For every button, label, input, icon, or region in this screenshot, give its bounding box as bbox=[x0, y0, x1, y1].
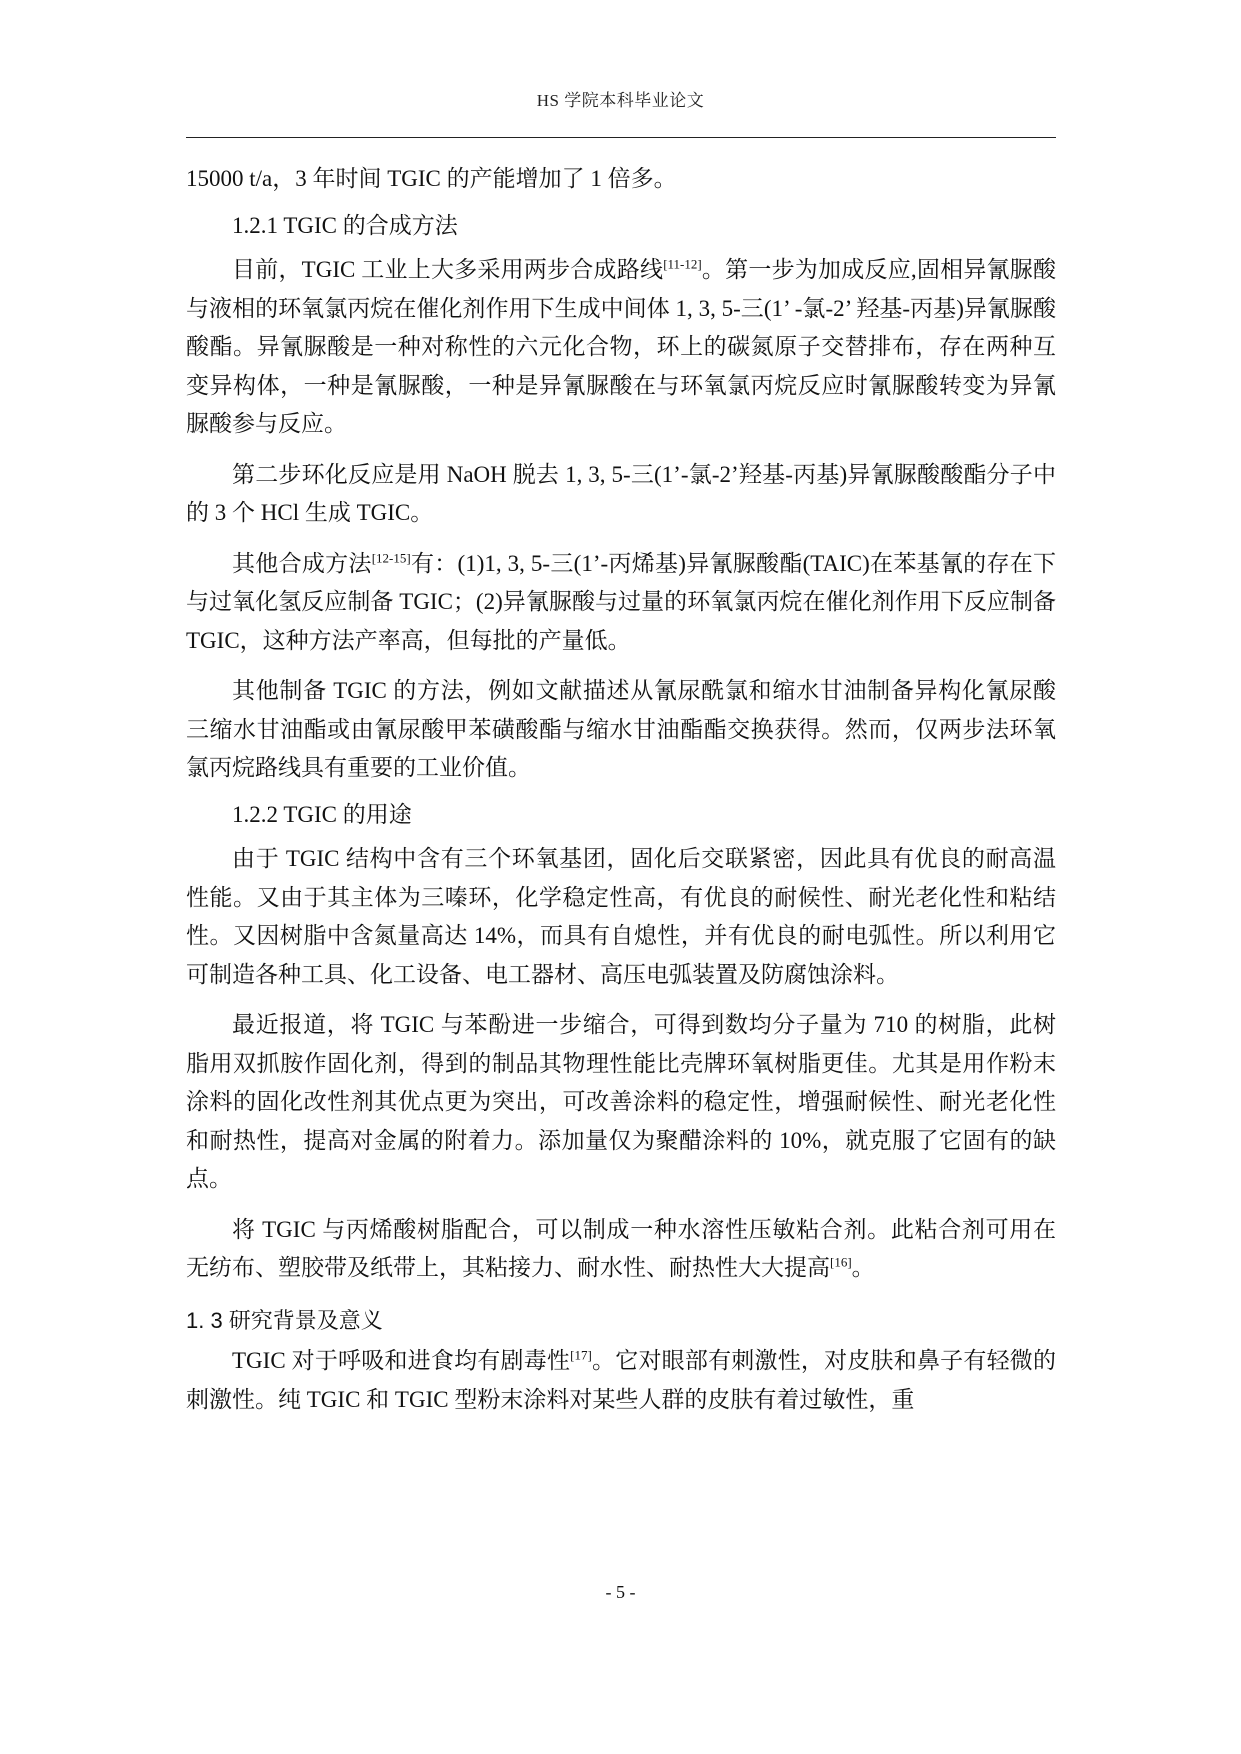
paragraph-intro: 15000 t/a，3 年时间 TGIC 的产能增加了 1 倍多。 bbox=[186, 166, 677, 191]
page-number: - 5 - bbox=[605, 1582, 636, 1602]
paragraph-adhesive bbox=[186, 1211, 1056, 1288]
paragraph-cyclization: 第二步环化反应是用 NaOH 脱去 1, 3, 5-三(1’-氯-2’羟基-丙基)异氰脲酸酸酯分子中的 3 个 HCl 生成 TGIC。 bbox=[186, 461, 1056, 525]
paragraph-synthesis-part1: 目前，TGIC 工业上大多采用两步合成路线 bbox=[232, 257, 664, 282]
paragraph-other-methods bbox=[186, 545, 1056, 661]
running-header: HS 学院本科毕业论文 bbox=[536, 91, 705, 110]
subsection-heading-1-2-2: 1.2.2 TGIC 的用途 bbox=[232, 801, 412, 827]
paragraph-adhesive-part2: 。 bbox=[851, 1255, 875, 1280]
paragraph-synthesis-part2: 。第一步为加成反应,固相异氰脲酸与液相的环氧氯丙烷在催化剂作用下生成中间体 1, 3, 5-三(1’ -氯-2’ 羟基-丙基)异氰脲酸酸酯。异氰脲酸是一种对称性的六元化合物，环上的碳氮原子交替排布，存在两种互变异构体，一种是氰脲酸，一种是异氰脲酸在与环氧氯丙烷反应时氰脲酸转变为异氰脲酸参与反应。 bbox=[186, 257, 1056, 436]
paragraph-synthesis bbox=[186, 251, 1056, 444]
paragraph-toxicity bbox=[186, 1342, 1056, 1419]
body-text bbox=[186, 160, 1056, 1419]
subsection-heading-1-2-1: 1.2.1 TGIC 的合成方法 bbox=[232, 212, 458, 238]
citation-12-15: [12-15] bbox=[371, 549, 411, 565]
paragraph-other-preparations: 其他制备 TGIC 的方法，例如文献描述从氰尿酰氯和缩水甘油制备异构化氰尿酸三缩水甘油酯或由氰尿酸甲苯磺酸酯与缩水甘油酯酯交换获得。然而，仅两步法环氧氯丙烷路线具有重要的工业价值。 bbox=[186, 678, 1056, 780]
citation-16: [16] bbox=[830, 1254, 852, 1270]
citation-11-12: [11-12] bbox=[663, 256, 702, 272]
paragraph-uses: 由于 TGIC 结构中含有三个环氧基团，固化后交联紧密，因此具有优良的耐高温性能。又由于其主体为三嗪环，化学稳定性高，有优良的耐候性、耐光老化性和粘结性。又因树脂中含氮量高达 14%，而具有自熄性，并有优良的耐电弧性。所以利用它可制造各种工具、化工设备、电工器材、高压电弧装置及防腐蚀涂料。 bbox=[186, 846, 1056, 987]
citation-17: [17] bbox=[570, 1347, 592, 1363]
paragraph-toxicity-part2: 。它对眼部有刺激性，对皮肤和鼻子有轻微的刺激性。纯 TGIC 和 TGIC 型粉末涂料对某些人群的皮肤有着过敏性，重 bbox=[186, 1348, 1056, 1412]
paragraph-other-methods-part2: 有：(1)1, 3, 5-三(1’-丙烯基)异氰脲酸酯(TAIC)在苯基氰的存在下与过氧化氢反应制备 TGIC；(2)异氰脲酸与过量的环氧氯丙烷在催化剂作用下反应制备 TGIC，这种方法产率高，但每批的产量低。 bbox=[186, 550, 1057, 653]
paragraph-recent-report: 最近报道，将 TGIC 与苯酚进一步缩合，可得到数均分子量为 710 的树脂，此树脂用双抓胺作固化剂，得到的制品其物理性能比壳牌环氧树脂更佳。尤其是用作粉末涂料的固化改性剂其优点更为突出，可改善涂料的稳定性，增强耐候性、耐光老化性和耐热性，提高对金属的附着力。添加量仅为聚醋涂料的 10%，就克服了它固有的缺点。 bbox=[186, 1012, 1056, 1191]
paragraph-other-methods-part1: 其他合成方法 bbox=[232, 550, 372, 576]
header-rule bbox=[186, 137, 1056, 138]
section-heading-1-3: 1. 3 研究背景及意义 bbox=[186, 1307, 383, 1333]
paragraph-adhesive-part1: 将 TGIC 与丙烯酸树脂配合，可以制成一种水溶性压敏粘合剂。此粘合剂可用在无纺布、塑胶带及纸带上，其粘接力、耐水性、耐热性大大提高 bbox=[186, 1216, 1056, 1280]
paragraph-toxicity-part1: TGIC 对于呼吸和进食均有剧毒性 bbox=[232, 1348, 571, 1373]
